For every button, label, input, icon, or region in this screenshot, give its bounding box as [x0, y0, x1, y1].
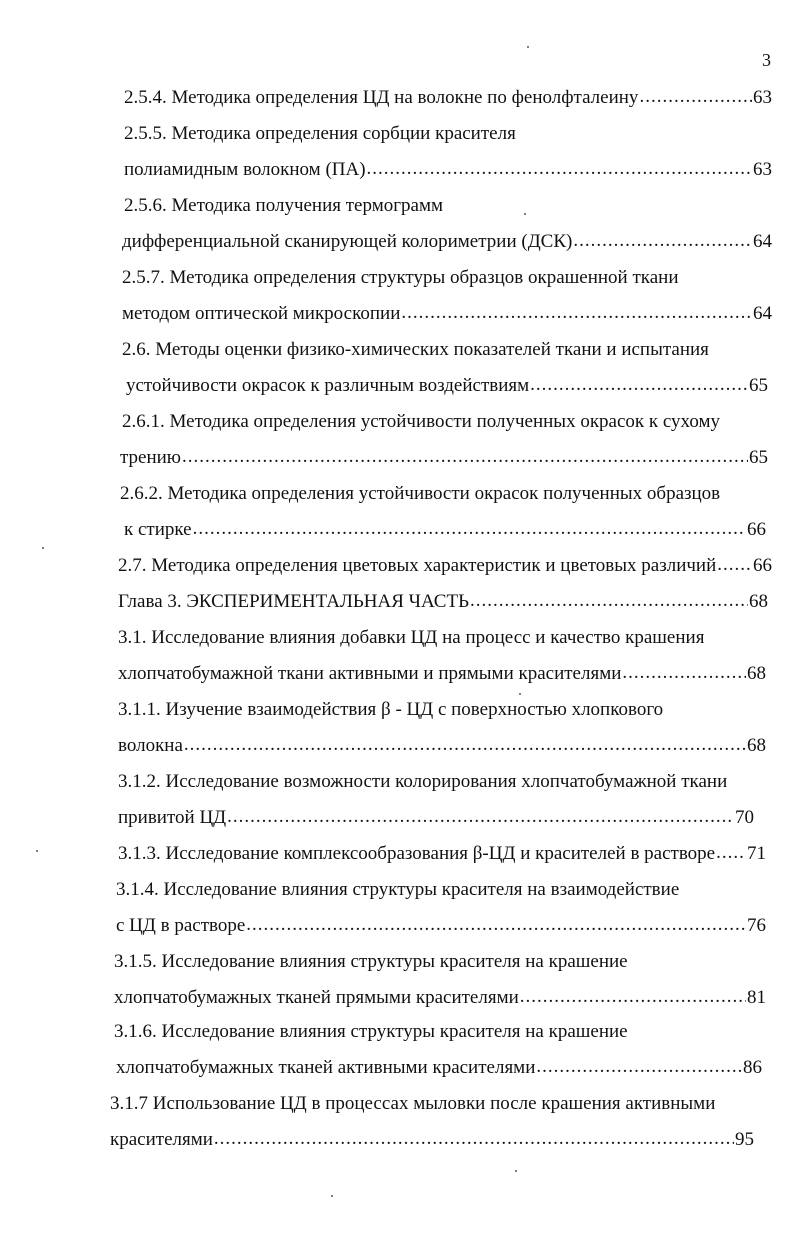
toc-entry-page: 64 [753, 303, 772, 324]
toc-dot-leader [193, 517, 746, 541]
toc-entry-title: устойчивости окрасок к различным воздействиям [126, 375, 530, 396]
toc-entry-page: 66 [753, 555, 772, 576]
toc-entry-title: 3.1.4. Исследование влияния структуры красителя на взаимодействие [116, 879, 680, 900]
toc-entry-2-5-5-line2 [124, 158, 772, 182]
toc-entry-3-1-2-line2 [118, 806, 754, 830]
scan-speck [527, 46, 529, 48]
toc-entry-page: 65 [749, 447, 768, 468]
toc-entry-2-5-7-line1 [122, 266, 679, 290]
page-number: 3 [762, 50, 771, 70]
toc-entry-2-5-6-line1 [124, 194, 443, 218]
toc-entry-3-1-5-line1 [114, 950, 628, 974]
toc-entry-title: дифференциальной сканирующей колориметрии (ДСК) [122, 231, 573, 252]
toc-entry-title: 2.7. Методика определения цветовых характеристик и цветовых различий [118, 555, 717, 576]
toc-entry-3-1-6-line1 [114, 1020, 628, 1044]
toc-entry-title: 3.1.2. Исследование возможности колорирования хлопчатобумажной ткани [118, 771, 728, 792]
toc-entry-title: с ЦД в растворе [116, 915, 246, 936]
toc-entry-page: 66 [747, 519, 766, 540]
toc-dot-leader [536, 1055, 742, 1079]
scan-speck [515, 1170, 517, 1172]
toc-entry-title: трению [120, 447, 181, 468]
toc-entry-2-7 [118, 554, 772, 578]
toc-entry-title: полиамидным волокном (ПА) [124, 159, 366, 180]
toc-entry-3-1-7-line2 [110, 1128, 754, 1152]
toc-dot-leader [622, 661, 746, 685]
toc-dot-leader [716, 841, 746, 865]
toc-entry-page: 68 [747, 735, 766, 756]
toc-dot-leader [401, 301, 752, 325]
toc-entry-3-1-5-line2 [114, 986, 766, 1010]
toc-entry-page: 71 [747, 843, 766, 864]
toc-entry-title: 3.1.6. Исследование влияния структуры красителя на крашение [114, 1021, 628, 1042]
toc-entry-page: 63 [753, 87, 772, 108]
toc-entry-title: к стирке [124, 519, 192, 540]
toc-entry-2-6-1-line2 [120, 446, 768, 470]
toc-entry-title: волокна [118, 735, 183, 756]
toc-entry-2-5-5-line1 [124, 122, 516, 146]
toc-entry-2-5-7-line2 [122, 302, 772, 326]
toc-entry-title: 2.6. Методы оценки физико-химических показателей ткани и испытания [122, 339, 709, 360]
toc-entry-3-1-1-line1 [118, 698, 663, 722]
toc-entry-3-1-6-line2 [116, 1056, 762, 1080]
toc-entry-3-1-2-line1 [118, 770, 727, 794]
toc-entry-3-1-4-line1 [116, 878, 679, 902]
toc-entry-page: 70 [735, 807, 754, 828]
toc-entry-2-6-line2 [126, 374, 768, 398]
toc-entry-title: красителями [110, 1129, 213, 1150]
toc-entry-2-6-2-line1 [120, 482, 720, 506]
scan-speck [36, 850, 38, 852]
toc-entry-title: методом оптической микроскопии [122, 303, 401, 324]
toc-entry-page: 76 [747, 915, 766, 936]
toc-entry-title: 2.5.6. Методика получения термограмм [124, 195, 444, 216]
toc-dot-leader [184, 733, 746, 757]
toc-entry-title: привитой ЦД [118, 807, 227, 828]
toc-entry-page: 63 [753, 159, 772, 180]
toc-entry-title: 3.1.7 Использование ЦД в процессах мыловки после крашения активными [110, 1093, 716, 1114]
toc-dot-leader [367, 157, 752, 181]
toc-entry-3-1-1-line2 [118, 734, 766, 758]
toc-dot-leader [214, 1127, 734, 1151]
toc-dot-leader [227, 805, 734, 829]
toc-dot-leader [717, 553, 752, 577]
toc-entry-title: 3.1. Исследование влияния добавки ЦД на процесс и качество крашения [118, 627, 705, 648]
toc-entry-3-1-7-line1 [110, 1092, 715, 1116]
toc-entry-page: 95 [735, 1129, 754, 1150]
toc-dot-leader [520, 985, 746, 1009]
toc-entry-title: хлопчатобумажных тканей прямыми красителями [114, 987, 519, 1008]
toc-entry-title: 2.5.7. Методика определения структуры образцов окрашенной ткани [122, 267, 679, 288]
toc-entry-page: 68 [747, 663, 766, 684]
toc-entry-chapter-3 [118, 590, 768, 614]
toc-entry-2-6-line1 [122, 338, 709, 362]
toc-entry-page: 64 [753, 231, 772, 252]
toc-entry-title: Глава 3. ЭКСПЕРИМЕНТАЛЬНАЯ ЧАСТЬ [118, 591, 469, 612]
toc-entry-2-5-4 [124, 86, 772, 110]
toc-entry-title: 2.5.4. Методика определения ЦД на волокне по фенолфталеину [124, 87, 639, 108]
toc-entry-title: хлопчатобумажных тканей активными красителями [116, 1057, 536, 1078]
toc-entry-page: 81 [747, 987, 766, 1008]
toc-dot-leader [182, 445, 748, 469]
toc-entry-page: 86 [743, 1057, 762, 1078]
toc-entry-3-1-line1 [118, 626, 704, 650]
toc-entry-title: 2.5.5. Методика определения сорбции красителя [124, 123, 516, 144]
toc-entry-3-1-3 [118, 842, 766, 866]
scan-speck [42, 547, 44, 549]
toc-entry-3-1-4-line2 [116, 914, 766, 938]
toc-entry-page: 68 [749, 591, 768, 612]
scan-speck [519, 693, 521, 695]
toc-dot-leader [470, 589, 748, 613]
toc-entry-page: 65 [749, 375, 768, 396]
toc-entry-title: 2.6.2. Методика определения устойчивости окрасок полученных образцов [120, 483, 721, 504]
scan-speck [524, 213, 526, 215]
toc-entry-title: 3.1.5. Исследование влияния структуры красителя на крашение [114, 951, 628, 972]
toc-entry-3-1-line2 [118, 662, 766, 686]
toc-entry-title: 3.1.1. Изучение взаимодействия β - ЦД с поверхностью хлопкового [118, 699, 664, 720]
toc-entry-2-6-1-line1 [122, 410, 720, 434]
toc-entry-2-5-6-line2 [122, 230, 772, 254]
toc-entry-title: 3.1.3. Исследование комплексообразования β-ЦД и красителей в растворе [118, 843, 716, 864]
scan-speck [331, 1195, 333, 1197]
toc-entry-2-6-2-line2 [124, 518, 766, 542]
toc-dot-leader [573, 229, 752, 253]
toc-dot-leader [639, 85, 752, 109]
toc-entry-title: 2.6.1. Методика определения устойчивости полученных окрасок к сухому [122, 411, 720, 432]
toc-dot-leader [530, 373, 748, 397]
toc-dot-leader [246, 913, 746, 937]
toc-entry-title: хлопчатобумажной ткани активными и прямыми красителями [118, 663, 622, 684]
